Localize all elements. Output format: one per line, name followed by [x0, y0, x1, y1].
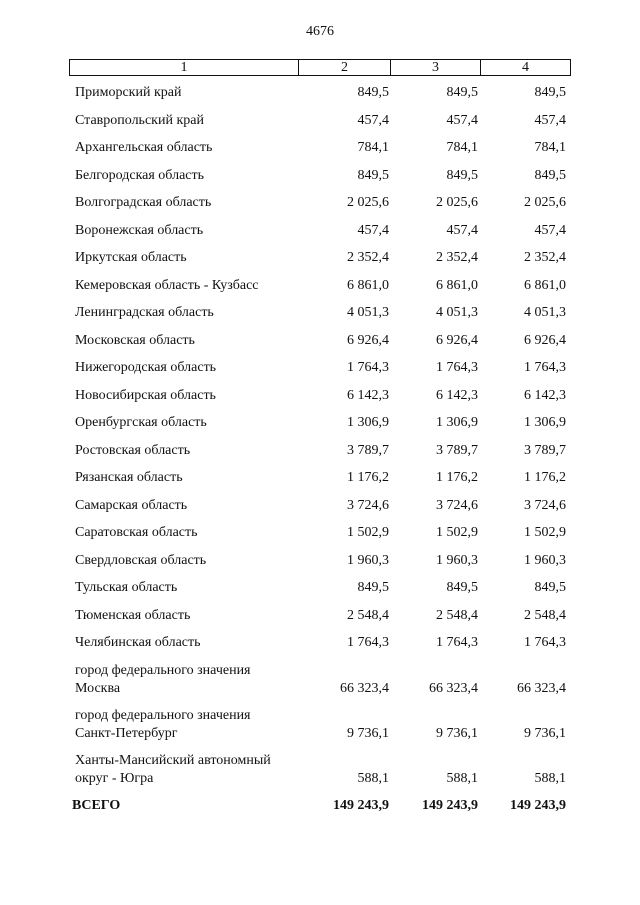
- region-name: [75, 304, 214, 322]
- region-name: [75, 469, 183, 487]
- value-col-3: 6 926,4: [436, 332, 478, 348]
- table-header-row: [69, 59, 571, 76]
- table-row: [0, 438, 640, 466]
- value-col-3: 6 861,0: [436, 277, 478, 293]
- region-name: [75, 167, 204, 185]
- value-col-2: 849,5: [357, 85, 389, 100]
- value-col-3: 849,5: [446, 85, 478, 100]
- region-name-line: Тюменская область: [75, 607, 191, 623]
- region-name-line: Самарская область: [75, 497, 188, 513]
- value-col-3: 588,1: [446, 770, 478, 786]
- value-col-3: 1 960,3: [436, 552, 478, 568]
- value-col-2: 588,1: [357, 770, 389, 786]
- value-col-4: 6 926,4: [524, 332, 566, 348]
- value-col-2: 2 352,4: [347, 250, 389, 265]
- value-col-4: 3 724,6: [524, 497, 566, 513]
- region-name-line: Тульская область: [75, 580, 178, 595]
- value-col-2: 2 025,6: [347, 195, 389, 210]
- total-value-col-2: 149 243,9: [333, 797, 389, 813]
- value-col-2: 1 176,2: [347, 470, 389, 485]
- header-col-4: 4: [522, 60, 529, 75]
- region-name: [75, 497, 187, 515]
- region-name: [75, 222, 203, 240]
- table-row: [0, 520, 640, 548]
- region-name-line: Белгородская область: [75, 167, 205, 183]
- table-row: [0, 658, 640, 703]
- region-name: [75, 662, 251, 698]
- region-name-line: Саратовская область: [75, 525, 198, 540]
- value-col-4: 457,4: [534, 222, 566, 238]
- value-col-4: 6 861,0: [524, 277, 566, 293]
- table-row: [0, 300, 640, 328]
- value-col-4: 849,5: [534, 580, 566, 595]
- table-row: [0, 703, 640, 748]
- region-name: [75, 139, 212, 157]
- region-name: [75, 414, 207, 432]
- value-col-3: 457,4: [446, 222, 478, 238]
- value-col-4: 457,4: [534, 112, 566, 128]
- table-row: [0, 548, 640, 576]
- value-col-4: 2 352,4: [524, 250, 566, 265]
- value-col-4: 66 323,4: [517, 680, 566, 696]
- value-col-2: 9 736,1: [347, 725, 389, 741]
- value-col-4: 1 176,2: [524, 470, 566, 485]
- region-name-line: город федерального значения: [75, 662, 251, 678]
- value-col-3: 784,1: [446, 140, 478, 155]
- value-col-3: 3 724,6: [436, 497, 478, 513]
- region-name-line: Ростовская область: [75, 442, 191, 458]
- region-name-line: Ставропольский край: [75, 112, 204, 128]
- region-name-line: Москва: [75, 680, 121, 696]
- region-name-line: Приморский край: [75, 85, 182, 100]
- region-name: [75, 442, 190, 460]
- total-value-col-3: 149 243,9: [422, 797, 478, 813]
- region-name: [75, 332, 195, 350]
- region-name-line: Новосибирская область: [75, 387, 216, 403]
- value-col-4: 9 736,1: [524, 725, 566, 741]
- value-col-3: 9 736,1: [436, 725, 478, 741]
- region-name-line: Нижегородская область: [75, 360, 217, 375]
- region-name-line: Челябинская область: [75, 635, 201, 650]
- header-col-3: 3: [391, 60, 481, 75]
- region-name: [75, 552, 206, 570]
- value-col-2: 3 789,7: [347, 442, 389, 458]
- region-name: [75, 84, 181, 102]
- table-row: [0, 493, 640, 521]
- region-name: [75, 524, 198, 542]
- region-name: [75, 707, 251, 743]
- value-col-2: 457,4: [357, 222, 389, 238]
- region-name-line: Свердловская область: [75, 552, 207, 568]
- value-col-4: 849,5: [534, 167, 566, 183]
- table-row: [0, 355, 640, 383]
- value-col-3: 66 323,4: [429, 680, 478, 696]
- value-col-2: 849,5: [357, 167, 389, 183]
- value-col-2: 457,4: [357, 112, 389, 128]
- value-col-3: 3 789,7: [436, 442, 478, 458]
- value-col-4: 4 051,3: [524, 305, 566, 320]
- value-col-4: 2 025,6: [524, 195, 566, 210]
- value-col-4: 3 789,7: [524, 442, 566, 458]
- region-name-line: Ленинградская область: [75, 305, 214, 320]
- region-name: [75, 634, 201, 652]
- region-name: [75, 387, 216, 405]
- region-name-line: Иркутская область: [75, 250, 187, 265]
- value-col-2: 1 764,3: [347, 635, 389, 650]
- region-name-line: Волгоградская область: [75, 195, 212, 210]
- value-col-4: 1 502,9: [524, 525, 566, 540]
- value-col-3: 1 306,9: [436, 415, 478, 430]
- value-col-2: 849,5: [357, 580, 389, 595]
- value-col-4: 784,1: [534, 140, 566, 155]
- region-name: [75, 112, 204, 130]
- value-col-2: 1 960,3: [347, 552, 389, 568]
- value-col-3: 849,5: [446, 580, 478, 595]
- value-col-2: 4 051,3: [347, 305, 389, 320]
- table-row: [0, 603, 640, 631]
- value-col-3: 1 502,9: [436, 525, 478, 540]
- value-col-4: 1 764,3: [524, 635, 566, 650]
- header-col-1: 1: [70, 60, 299, 75]
- region-name-line: Кемеровская область - Кузбасс: [75, 277, 259, 293]
- value-col-4: 6 142,3: [524, 387, 566, 403]
- total-value-col-4: 149 243,9: [510, 797, 566, 813]
- value-col-3: 1 764,3: [436, 635, 478, 650]
- value-col-2: 6 926,4: [347, 332, 389, 348]
- region-name: [75, 359, 216, 377]
- table-row: [0, 748, 640, 793]
- value-col-3: 4 051,3: [436, 305, 478, 320]
- table-row: [0, 273, 640, 301]
- value-col-3: 1 176,2: [436, 470, 478, 485]
- value-col-2: 6 861,0: [347, 277, 389, 293]
- table-row: [0, 383, 640, 411]
- region-name-line: город федерального значения: [75, 707, 251, 723]
- value-col-3: 1 764,3: [436, 360, 478, 375]
- region-name: [75, 579, 177, 597]
- total-row: [0, 793, 640, 821]
- region-name-line: Санкт-Петербург: [75, 725, 178, 741]
- table-row: [0, 190, 640, 218]
- table-row: [0, 245, 640, 273]
- region-name-line: округ - Югра: [75, 770, 154, 786]
- table-row: [0, 575, 640, 603]
- table-row: [0, 135, 640, 163]
- value-col-2: 3 724,6: [347, 497, 389, 513]
- total-label: ВСЕГО: [72, 797, 121, 813]
- region-name-line: Архангельская область: [75, 140, 213, 155]
- value-col-2: 1 764,3: [347, 360, 389, 375]
- value-col-3: 457,4: [446, 112, 478, 128]
- table-row: [0, 410, 640, 438]
- region-name: [75, 194, 211, 212]
- value-col-2: 66 323,4: [340, 680, 389, 696]
- value-col-4: 588,1: [534, 770, 566, 786]
- value-col-4: 1 764,3: [524, 360, 566, 375]
- value-col-2: 1 306,9: [347, 415, 389, 430]
- region-name-line: Ханты-Мансийский автономный: [75, 752, 271, 768]
- value-col-3: 6 142,3: [436, 387, 478, 403]
- value-col-3: 2 548,4: [436, 607, 478, 623]
- table-row: [0, 630, 640, 658]
- table-row: [0, 465, 640, 493]
- table-row: [0, 218, 640, 246]
- table-row: [0, 163, 640, 191]
- header-col-2: 2: [299, 60, 391, 75]
- table-row: [0, 80, 640, 108]
- value-col-2: 1 502,9: [347, 525, 389, 540]
- table-row: [0, 328, 640, 356]
- value-col-2: 2 548,4: [347, 607, 389, 623]
- value-col-3: 849,5: [446, 167, 478, 183]
- region-name-line: Оренбургская область: [75, 415, 207, 430]
- value-col-4: 849,5: [534, 85, 566, 100]
- table-row: [0, 108, 640, 136]
- region-name-line: Московская область: [75, 332, 195, 348]
- value-col-2: 784,1: [357, 140, 389, 155]
- value-col-3: 2 352,4: [436, 250, 478, 265]
- region-name: [75, 752, 271, 788]
- value-col-4: 1 306,9: [524, 415, 566, 430]
- region-name: [75, 277, 259, 295]
- region-name: [75, 607, 190, 625]
- region-name: [75, 249, 187, 267]
- table-body: [0, 80, 640, 820]
- region-name-line: Воронежская область: [75, 222, 204, 238]
- value-col-3: 2 025,6: [436, 195, 478, 210]
- value-col-4: 2 548,4: [524, 607, 566, 623]
- value-col-2: 6 142,3: [347, 387, 389, 403]
- page-number: 4676: [306, 24, 334, 39]
- value-col-4: 1 960,3: [524, 552, 566, 568]
- region-name-line: Рязанская область: [75, 470, 183, 485]
